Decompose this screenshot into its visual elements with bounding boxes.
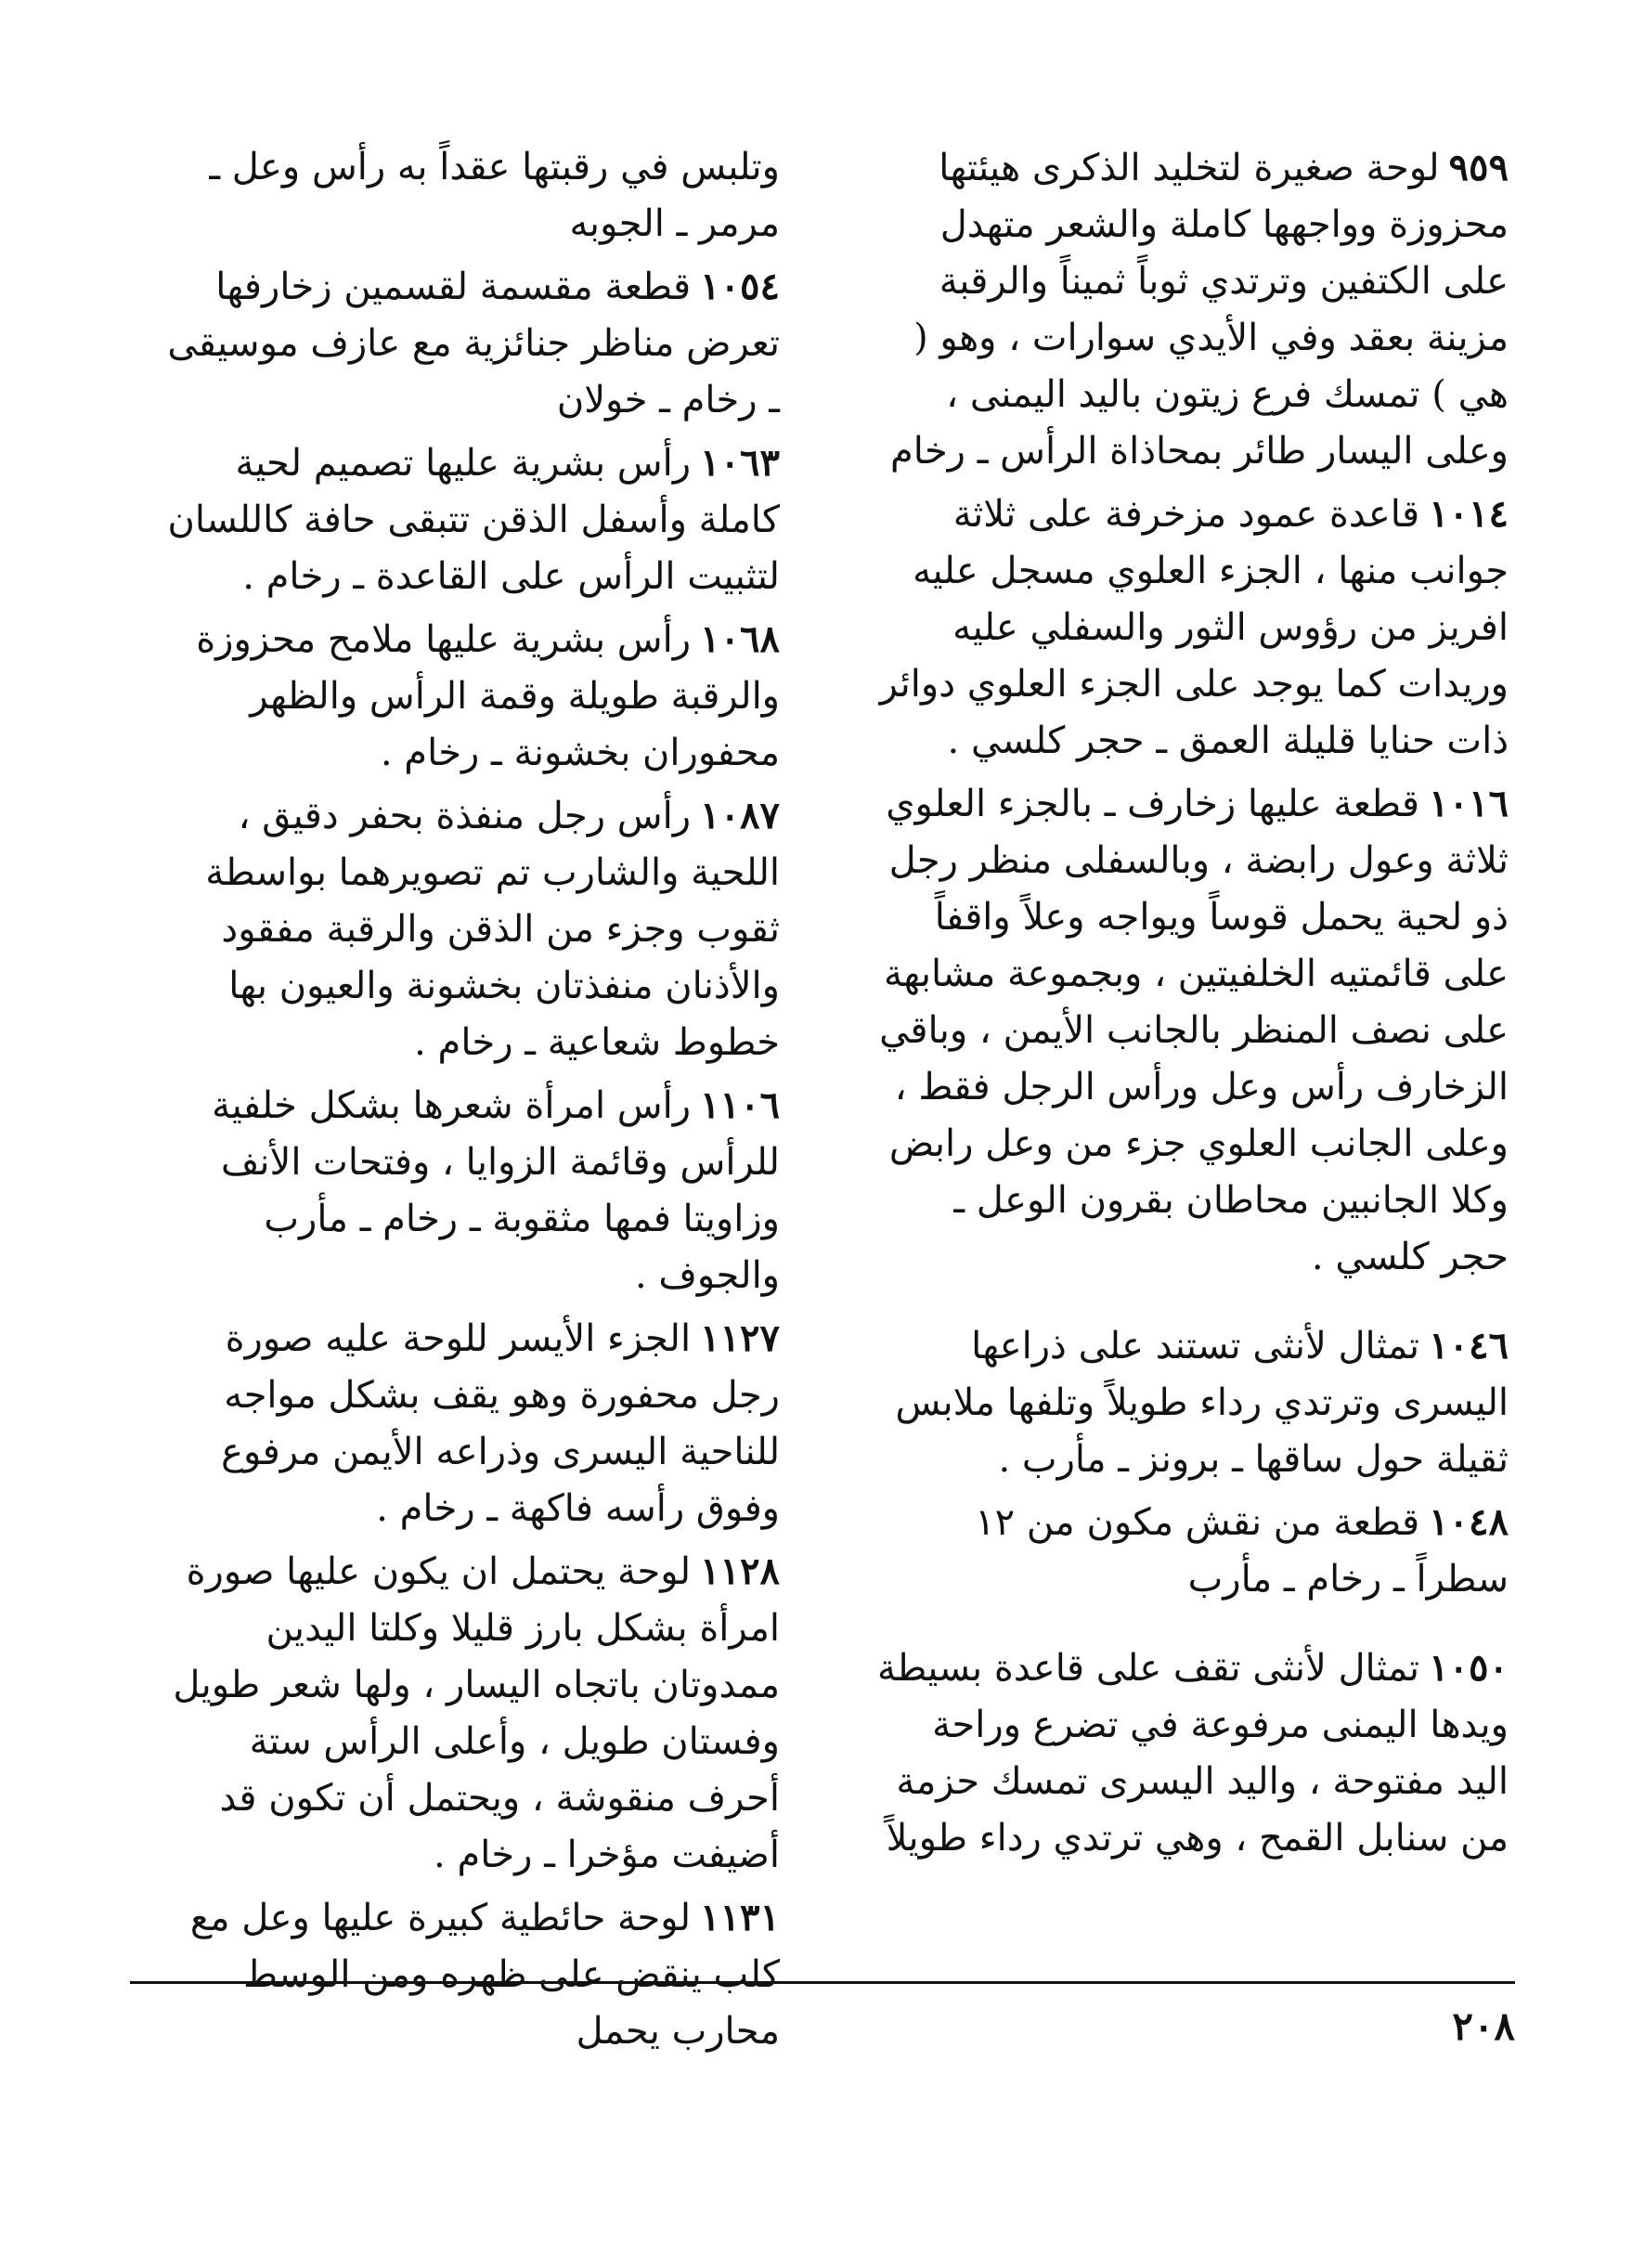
entry-text: رأس رجل منفذة بحفر دقيق ، اللحية والشارب تم تصويرهما بواسطة ثقوب وجزء من الذقن والرقبة مفقود والأذنان منفذتان بخشونة والعيون بها خطوط شعاعية ـ رخام . [205,795,780,1064]
catalog-entry [149,611,780,782]
catalog-entry [877,1639,1509,1867]
entry-number: ١٠٥٠ [1429,1646,1509,1690]
entry-number: ١٠٦٣ [700,441,780,485]
catalog-entry [877,1494,1509,1608]
entry-number: ١٠٤٨ [1429,1500,1509,1544]
catalog-entry [149,1310,780,1537]
entry-number: ١٠١٤ [1429,492,1509,536]
entry-text: تمثال لأنثى تستند على ذراعها اليسرى وترتدي رداء طويلاً وتلفها ملابس ثقيلة حول ساقها ـ برونز ـ مأرب . [895,1325,1509,1481]
entry-text: قطعة عليها زخارف ـ بالجزء العلوي ثلاثة وعول رابضة ، وبالسفلى منظر رجل ذو لحية يحمل قوساً ويواجه وعلاً واقفاً على قائمتيه الخلفيتين ، وبجموعة مشابهة على نصف المنظر بالجانب الأيمن ، وباقي الزخارف رأس وعل ورأس الرجل فقط ، وعلى الجانب العلوي جزء من وعل رابض وكلا الجانبين محاطان بقرون الوعل ـ حجر كلسي . [879,783,1509,1278]
entry-text: قطعة من نقش مكون من ١٢ سطراً ـ رخام ـ مأرب [975,1501,1509,1601]
entry-text: لوحة يحتمل ان يكون عليها صورة امرأة بشكل بارز قليلا وكلتا اليدين ممدوتان باتجاه اليسار ، ولها شعر طويل وفستان طويل ، وأعلى الرأس ستة أحرف منقوشة ، ويحتمل أن تكون قد أضيفت مؤخرا ـ رخام . [173,1550,780,1876]
right-column [877,139,1509,1873]
page-number: ٢٠٨ [1452,2003,1515,2049]
entry-number: ١١٠٦ [700,1083,780,1127]
entry-number: ١٠٦٨ [700,617,780,661]
entry-text: تمثال لأنثى تقف على قاعدة بسيطة ويدها اليمنى مرفوعة في تضرع وراحة اليد مفتوحة ، واليد اليسرى تمسك حزمة من سنابل القمح ، وهي ترتدي رداء طويلاً [877,1647,1509,1860]
catalog-entry [149,1077,780,1304]
catalog-entry [149,1543,780,1884]
catalog-entry [877,486,1509,770]
catalog-entry [877,1317,1509,1488]
entry-text: رأس بشرية عليها ملامح محزوزة والرقبة طويلة وقمة الرأس والظهر محفوران بخشونة ـ رخام . [196,618,780,774]
entry-text: الجزء الأيسر للوحة عليه صورة رجل محفورة وهو يقف بشكل مواجه للناحية اليسرى وذراعه الأيمن مرفوع وفوق رأسه فاكهة ـ رخام . [221,1317,780,1530]
left-column [149,139,780,2066]
entry-number: ١١٢٨ [700,1549,780,1593]
catalog-entry [149,434,780,605]
entry-text: لوحة صغيرة لتخليد الذكرى هيئتها محزوزة وواجهها كاملة والشعر متهدل على الكتفين وترتدي ثوباً ثميناً والرقبة مزينة بعقد وفي الأيدي سوارات ، وهو ( هي ) تمسك فرع زيتون باليد اليمنى ، وعلى اليسار طائر بمحاذاة الرأس ـ رخام [889,147,1509,473]
entry-number: ١١٣١ [700,1896,780,1939]
catalog-entry [149,787,780,1071]
footer-rule [130,1981,1515,1984]
entry-text: قطعة مقسمة لقسمين زخارفها تعرض مناظر جنائزية مع عازف موسيقى ـ رخام ـ خولان [167,266,780,421]
entry-text: رأس بشرية عليها تصميم لحية كاملة وأسفل الذقن تتبقى حافة كاللسان لتثبيت الرأس على القاعدة ـ رخام . [167,442,780,598]
entry-number: ٩٥٩ [1448,146,1509,189]
entry-number: ١٠٤٦ [1429,1324,1509,1367]
entry-continuation: وتلبس في رقبتها عقداً به رأس وعل ـ مرمر ـ الجوبه [209,146,780,245]
catalog-entry [149,258,780,429]
catalog-entry [877,775,1509,1286]
entry-text: قاعدة عمود مزخرفة على ثلاثة جوانب منها ، الجزء العلوي مسجل عليه افريز من رؤوس الثور والسفلي عليه وريدات كما يوجد على الجزء العلوي دوائر ذات حنايا قليلة العمق ـ حجر كلسي . [879,493,1509,762]
entry-number: ١٠٥٤ [700,265,780,308]
catalog-entry [149,1889,780,2060]
entry-text: رأس امرأة شعرها بشكل خلفية للرأس وقائمة الزوايا ، وفتحات الأنف وزاويتا فمها مثقوبة ـ رخام ـ مأرب والجوف . [212,1084,780,1297]
entry-number: ١٠٨٧ [700,794,780,837]
entry-number: ١١٢٧ [700,1316,780,1360]
entry-text: لوحة حائطية كبيرة عليها وعل مع كلب ينقض على ظهره ومن الوسط محارب يحمل [189,1897,780,2053]
catalog-entry [877,139,1509,480]
entry-number: ١٠١٦ [1429,782,1509,825]
